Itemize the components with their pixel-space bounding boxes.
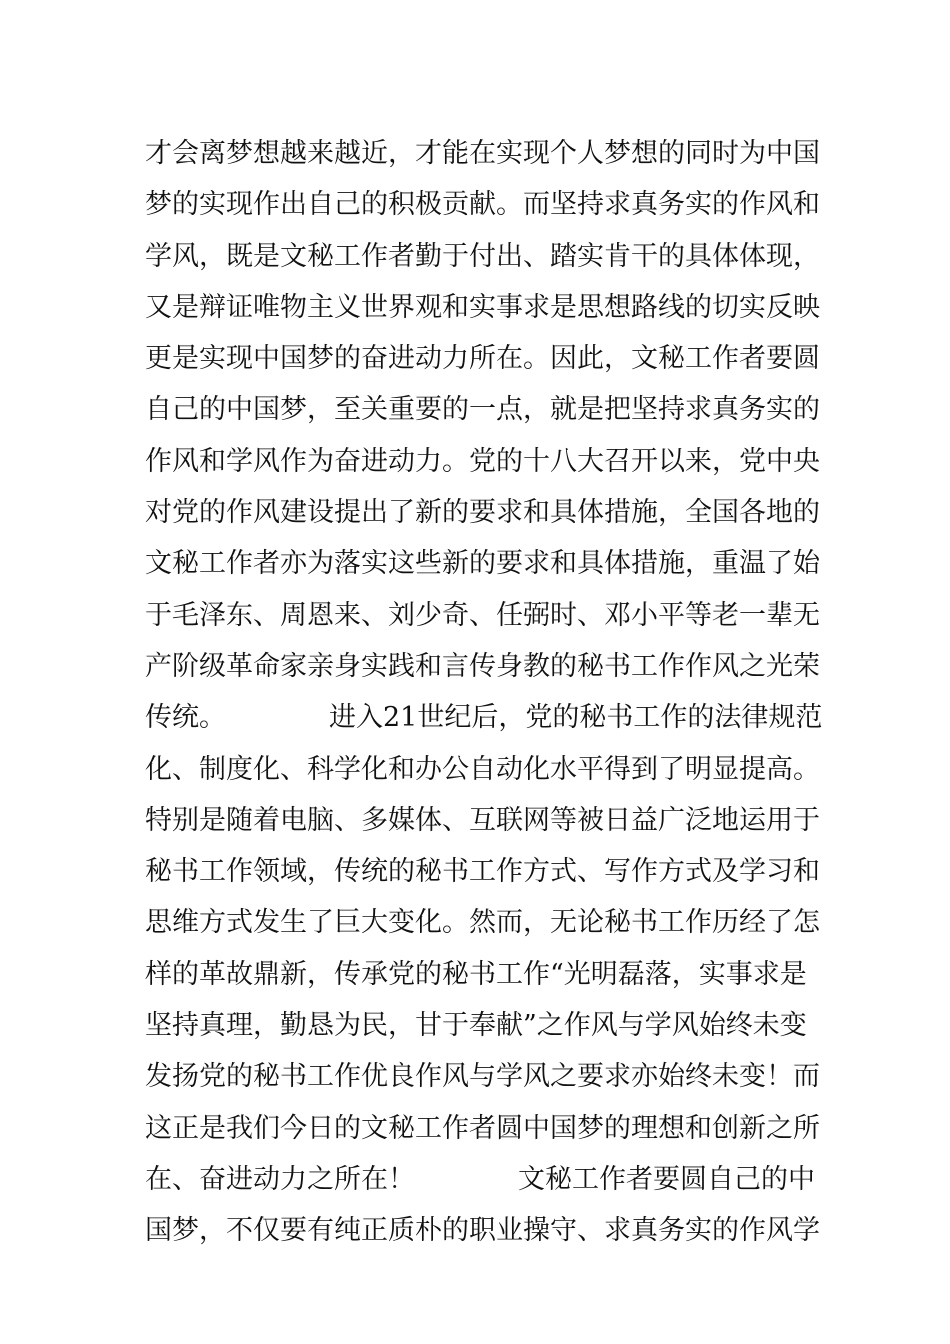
text-line: 产阶级革命家亲身实践和言传身教的秘书工作作风之光荣 bbox=[145, 650, 820, 682]
text-line: 这正是我们今日的文秘工作者圆中国梦的理想和创新之所 bbox=[145, 1112, 820, 1144]
text-line: 对党的作风建设提出了新的要求和具体措施，全国各地的 bbox=[145, 497, 820, 529]
text-line: 自己的中国梦，至关重要的一点，就是把坚持求真务实的 bbox=[145, 394, 820, 426]
text-line: 更是实现中国梦的奋进动力所在。因此，文秘工作者要圆 bbox=[145, 343, 820, 375]
text-line: 国梦，不仅要有纯正质朴的职业操守、求真务实的作风学 bbox=[145, 1215, 820, 1247]
text-line: 发扬党的秘书工作优良作风与学风之要求亦始终未变！而 bbox=[145, 1061, 820, 1093]
text-line: 又是辩证唯物主义世界观和实事求是思想路线的切实反映 bbox=[145, 291, 820, 323]
text-line: 思维方式发生了巨大变化。然而，无论秘书工作历经了怎 bbox=[145, 907, 820, 939]
text-line: 学风，既是文秘工作者勤于付出、踏实肯干的具体体现， bbox=[145, 240, 820, 272]
text-line: 秘书工作领域，传统的秘书工作方式、写作方式及学习和 bbox=[145, 856, 820, 888]
text-line: 特别是随着电脑、多媒体、互联网等被日益广泛地运用于 bbox=[145, 804, 820, 836]
text-line: 在、奋进动力之所在！ 文秘工作者要圆自己的中 bbox=[145, 1163, 815, 1195]
text-line: 于毛泽东、周恩来、刘少奇、任弼时、邓小平等老一辈无 bbox=[145, 599, 820, 631]
text-line: 文秘工作者亦为落实这些新的要求和具体措施，重温了始 bbox=[145, 548, 820, 580]
text-line: 坚持真理，勤恳为民，甘于奉献”之作风与学风始终未变 bbox=[145, 1010, 807, 1042]
text-line: 样的革故鼎新，传承党的秘书工作“光明磊落，实事求是 bbox=[145, 958, 807, 990]
text-line: 作风和学风作为奋进动力。党的十八大召开以来，党中央 bbox=[145, 445, 820, 477]
body-text bbox=[145, 128, 825, 1257]
text-line: 才会离梦想越来越近，才能在实现个人梦想的同时为中国 bbox=[145, 138, 820, 169]
text-line: 梦的实现作出自己的积极贡献。而坚持求真务实的作风和 bbox=[145, 189, 820, 221]
text-line: 传统。 进入21世纪后，党的秘书工作的法律规范 bbox=[145, 702, 823, 734]
text-line: 化、制度化、科学化和办公自动化水平得到了明显提高。 bbox=[145, 753, 820, 785]
